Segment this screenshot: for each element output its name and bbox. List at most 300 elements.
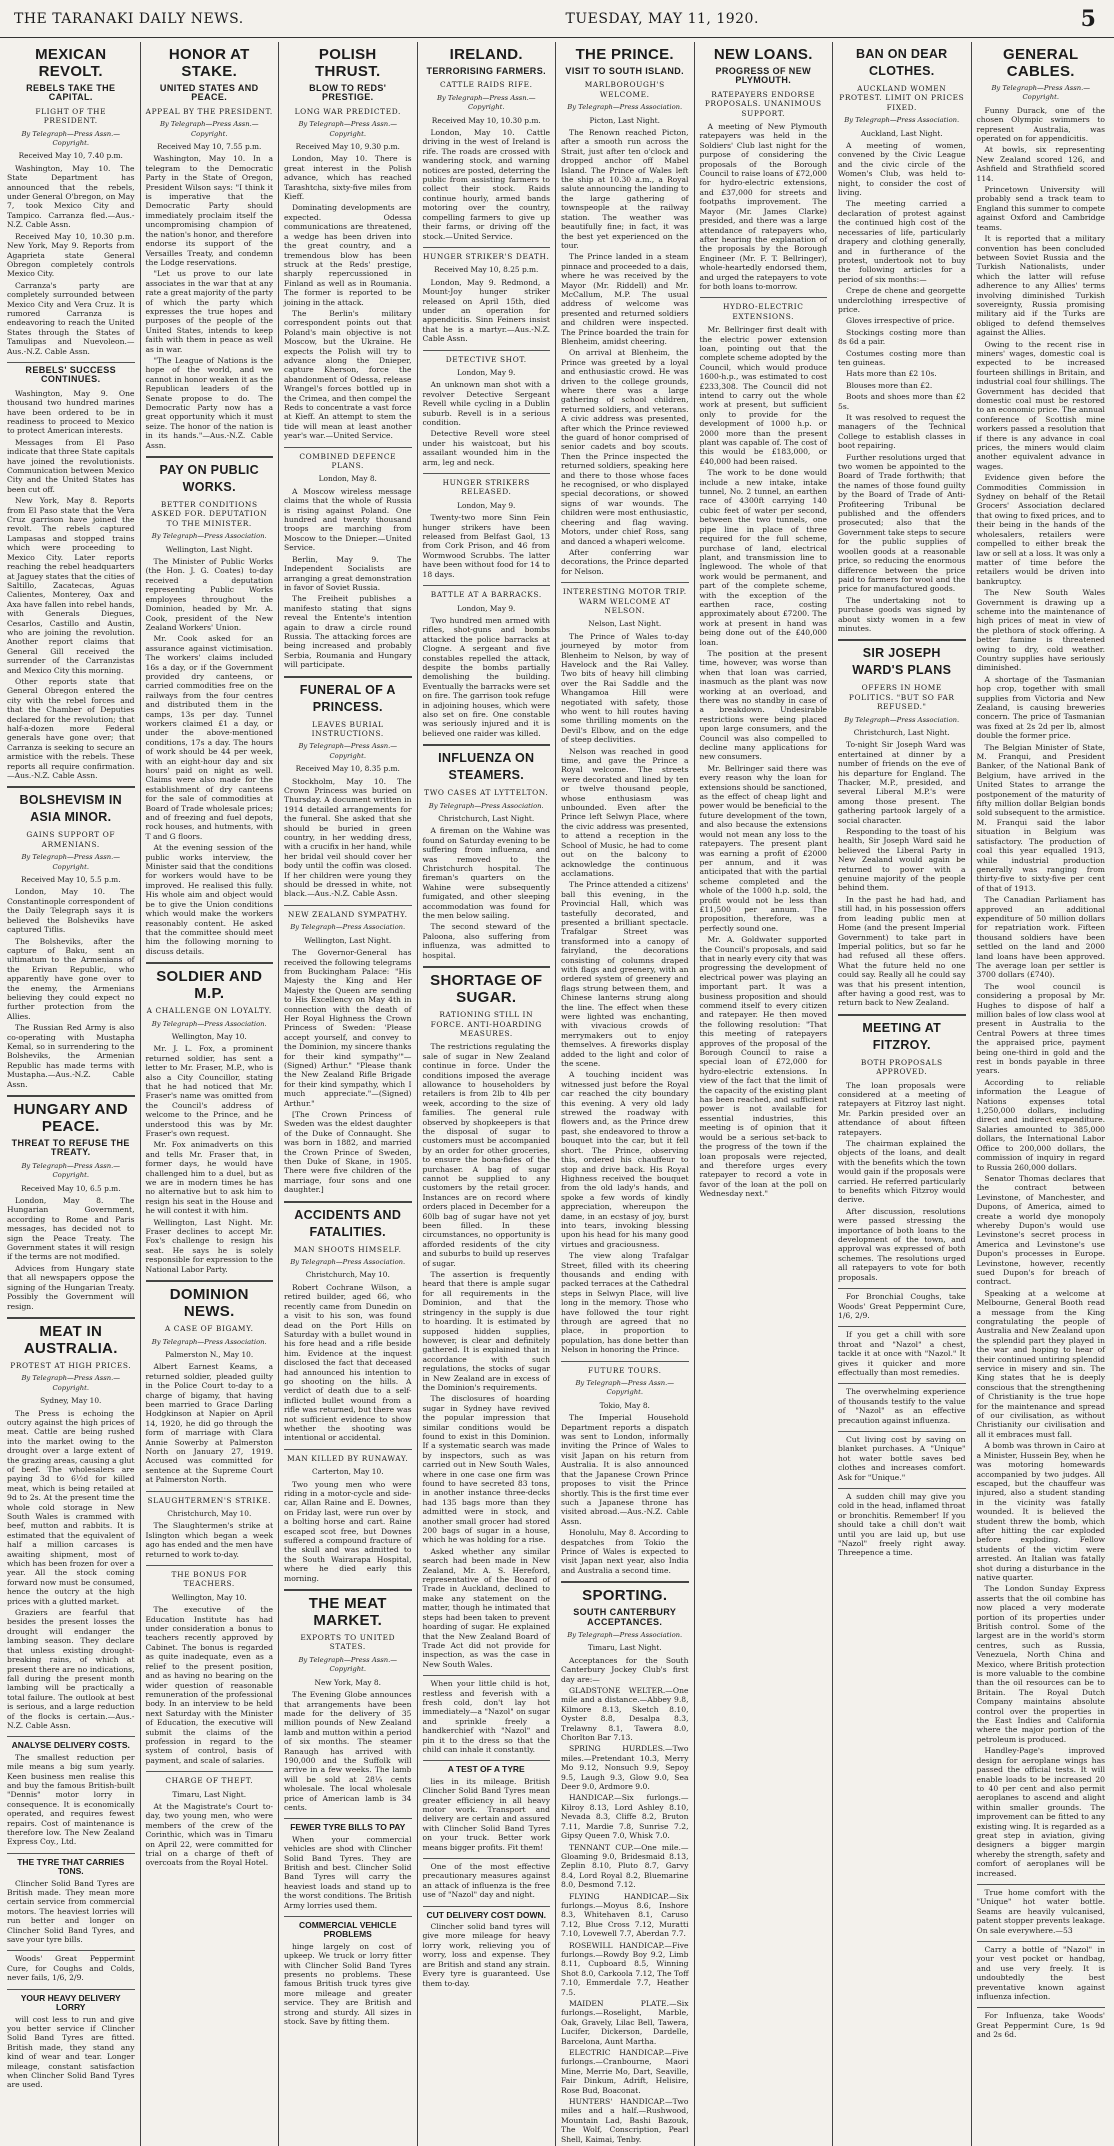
article [7,362,135,780]
article-body [146,557,274,956]
advertisement [284,1818,412,1910]
article-paragraph: The executive of the Education Institute has had under consideration a bonus to teachers recently approved by Cabinet. The bonus is regarded as quite inadequate, even as a relief to the present position, and as having no bearing on the wider question of reasonable remuneration of the professional body. In an interview to be held next Saturday with the Minister of Education, the executive will submit the claims of the profession in regard to the system of control, basis of payment, and scale of salaries. [145,1605,273,1765]
article-paragraph: Speaking at a welcome at Melbourne, General Booth read a message from the King congratulating the people of Australia and New Zealand upon the splendid part they played in the war and hoping to hear of their continued untiring splendid service in misery and sin. The King states that he is deeply conscious that the strengthening of Christianity is the true hope for the maintenance and spread of our civilisation, as without Christianity our civilisation and all it embraces must fall. [976,1288,1105,1439]
article-divider [838,639,966,641]
article-dateline: Received May 10, 8.35 p.m. [295,764,400,774]
advertisement [423,1760,551,1852]
article-dateline: Received May 10, 9.30 p.m. [295,142,400,152]
ad-divider [7,1853,135,1854]
ad-divider [838,1288,966,1289]
article-divider [146,1491,274,1492]
article-byline: By Telegraph—Press Association. [567,1630,683,1639]
article-headline: POLISH THRUST. [315,46,381,80]
article-paragraph: At the Magistrate's Court to-day, two young men, who were members of the crew of the Corinthic, which was in Timaru on April 22, were committed for trial on a charge of theft of overcoats from the Royal Hotel. [145,1801,273,1868]
article-paragraph: HANDICAP.—Six furlongs.—Kilroy 8.13, Lord Ashley 8.10, Nevada 8.3, Cliffe 8.2, Bruton 7.11, Mardie 7.8, Sunrise 7.2, Gipsy Queen 7.0, Whisk 7.0. [561,1793,689,1841]
article-paragraph: Advices from Hungary state that all newspapers oppose the signing of the Hungarian Treaty. Possibly the Government will resign. [7,1263,135,1311]
article [561,46,689,576]
article-dateline: London, May 9. [457,603,516,613]
article-body [7,887,135,1089]
article-byline: By Telegraph—Press Assn.—Copyright. [575,1379,675,1397]
ad-divider [977,1941,1106,1942]
article-paragraph: To-night Sir Joseph Ward was entertained at dinner by a number of friends on the eve of his departure for England. The Thacker, M.P., presided, and several Liberal M.P.'s were among those present. The gathering partook largely of a social character. [838,740,966,825]
article [284,46,412,441]
article [838,46,966,633]
ad-headline: ANALYSE DELIVERY COSTS. [11,1740,130,1751]
ad-text: If you get a chill with sore throat and "Nazol" a chest, tackle it at once with "Nazol." It gives it quicker and more effectually than most remedies. [838,1330,966,1377]
article-byline: By Telegraph—Press Association. [567,103,683,112]
article-divider [284,1589,412,1591]
article-paragraph: Stockings costing more than 8s 6d a pair. [838,327,966,347]
ad-body [7,1753,135,1847]
ad-body [977,1888,1106,1935]
article-deck: THE BONUS FOR TEACHERS. [171,1570,247,1589]
ad-text: The overwhelming experience of thousands testify to the value of "Nazol" as an effective precaution against influenza. [838,1387,966,1425]
article-headline: SPORTING. [582,1587,668,1605]
article-paragraph: At the evening session of the public works interview, the Minister said that the conditions for workers would have to be improved. He realised this fully. His whole aim and object would be to give the Union conditions which would make the workers reasonably content. He asked that the committee should meet him the following morning to discuss details. [145,843,273,956]
article-paragraph: New York, May 8. Reports from El Paso state that the Vera Cruz garrison have joined the revolt. The rebels captured Lampasas and stopped trains which were proceeding to Mexico City. Later reports reaching the rebel headquarters at Jaguey states that the cities of Saltillo, Zacatecas, Aguas Calientes, Monterey, Oax and Axa have fallen into rebel hands, with Generals Diegues, Cesarlos, Castillo and Austin, who are joining the revolution. Another report claims that General Gill received the surrender of the Carranzistas and Mexico City this morning. [7,496,135,675]
article-paragraph: Mr. Cook asked for an assurance against victimisation. The workers' claims included 16s a day, or if the Government provided dry canteens, or carried commodities free on the railways from the four centres and distributed them in the camps, 13s per day. Tunnel workers claimed £1 a day, or under the above-mentioned conditions, 17s a day. The hours of work should be 44 per week, with an eight-hour day and six hours' paid on night as well. Claims were also made for the establishment of dry canteens for the sale of commodities at Board of Trade wholesale prices; and of freezing and fuel depots, rock houses, and hutments, with T and G floors. [145,634,273,841]
article-paragraph: Detective Revell wore steel under his waistcoat, but his assailant wounded him in the arm, leg and neck. [422,429,550,467]
ad-body [423,1777,551,1852]
article [7,1095,135,1311]
article-body [284,154,412,440]
article-paragraph: The undertaking not to purchase goods was signed by about sixty women in a few minutes. [838,595,966,633]
article-byline: By Telegraph—Press Assn.—Copyright. [21,129,121,148]
ad-text: hinge largely on cost of upkeep. We truck or lorry fitter with Clincher Solid Band Tyres presents no problems. These famous British truck tyres give more mileage and greater service. They are British and strong and sturdy. All sizes in stock. Save by fitting them. [284,1941,412,2027]
article-paragraph: TENNANT CUP.—One mile.—Gloaming 9.0, Bridesmaid 8.13, Zeplin 8.10, Pluto 8.7, Garvy 8.4, Lord Royal 8.2, Bluemarine 8.0, Desmond 7.12. [561,1842,689,1890]
article-paragraph: Evidence given before the Commodities Commission in Sydney on behalf of the Retail Grocers' Association declared that owing to fixed prices, and to their being in the hands of the wholesalers, retailers were compelled to either break the law or sell at a loss. It was only a matter of time before the retailers would be driven into bankruptcy. [976,473,1105,586]
ad-divider [423,1760,551,1761]
ad-body [977,1945,1106,2001]
article-divider [561,1581,689,1583]
article-paragraph: Mr. Bellringer said there was every reason why the loan for extensions should be sanctioned, as the effect of cheap light and power would be beneficial to the future development of the town, and also because the extensions would not mean any loss to the ratepayers. The present plant was earning a profit of £2000 per annum, and it was anticipated that with the partial scheme completed and the whole of the 1000 h.p. sold, the profit would not be less than £11,500 per annum. The proposition, therefore, was a perfectly sound one. [699,763,827,933]
ad-divider [7,1736,135,1737]
article-paragraph: Honolulu, May 8. According to despatches from Tokio the Prince of Wales is expected to visit Japan next year, also India and Australia a second time. [561,1528,689,1575]
article-paragraph: Mr. Bellringer first dealt with the electric power extension loan, pointing out that the complete scheme adopted by the Council, which would produce 1600-h.p., was estimated to cost £233,308. The Council did not intend to carry out the whole work at present, but sufficient only to provide for the development of 1000 h.p. or 2000 more than the present plant was capable of. The cost of this would be £183,000, or £40,000 had been raised. [699,325,827,466]
ad-divider [7,1950,135,1951]
ad-text: Clincher Solid Band Tyres are British made. They mean more certain service from commercial motors. The heaviest lorries will run better and longer on Clincher Solid Band Tyres, and save your tyre bills. [7,1878,135,1945]
article-paragraph: Two young men who were riding in a motor-cycle and side-car, Allan Raine and E. Downes, on Friday last, were run over by a bolting horse and cart. Raine escaped scot free, but Downes suffered a compound fracture of the skull and was admitted to the South Wairarapa Hospital, where he died early this morning. [284,1479,412,1583]
article-paragraph: The London Sunday Express asserts that the oil combine has now placed a very moderate portion of its properties under British control. Some of the largest are in the world's storm centres, such as Russia, Venezuela, North China and Mexico, where British protection is more valuable to the combine than the oil resources can be to Britain. The Royal Dutch Company maintains absolute control over the properties in the East Indies and California where the major portion of the petroleum is produced. [976,1584,1105,1744]
ad-text: Clincher solid band tyres will give more mileage for heavy lorry work, relieving you of worry, loss and expense. They are British and stand any strain. Every tyre is guaranteed. Use them to-day. [422,1922,550,1988]
article [838,1014,966,1282]
article-paragraph: Gloves irrespective of price. [846,316,955,326]
article [146,962,274,1274]
article-paragraph: At bowls, six representing New Zealand scored 126, and Ashfield and Strathfield scored 114. [976,145,1105,183]
article-paragraph: Princetown University will probably send a track team to England this summer to compete against Oxford and Cambridge teams. [976,185,1105,232]
article-deck: HUNGER STRIKERS RELEASED. [442,478,530,497]
article-dateline: Wellington, Last Night. [304,935,392,945]
article-body [146,1362,274,1484]
article-byline: By Telegraph—Press Association. [428,801,544,810]
article-paragraph: The Bolsheviks, after the capture of Baku, sent an ultimatum to the Armenians of the Erivan Republic, who apparently have gone over to the enemy, the Armenians believing they could expect no further protection from the Allies. [7,936,135,1021]
ad-headline: YOUR HEAVY DELIVERY LORRY [20,1992,121,2013]
article-deck: A CASE OF BIGAMY. [164,1324,254,1334]
article-paragraph: The Renown reached Picton, after a smooth run across the Strait, just after ten o'clock and dropped anchor off Mabel Island. The Prince of Wales left the ship at 10.30 a.m., a Royal salute announcing the landing to the large gathering of townspeople at the railway station. The weather was beautifully fine; in fact, it was the best yet experienced on the tour. [561,128,689,250]
article-divider [284,447,412,448]
column-7 [833,42,972,2146]
article-deck: BOTH PROPOSALS APPROVED. [860,1057,943,1077]
article-dateline: Received May 10, 5.5 p.m. [20,875,121,885]
article-paragraph: London, May 10. There is great interest in the Polish advance, which has reached Tarashtcha, sixty-five miles from Kieff. [284,154,412,202]
article [423,473,551,579]
article-divider [423,247,551,248]
article [561,1581,689,2144]
article-body [284,777,412,899]
article-body [838,1081,966,1283]
article [977,46,1106,1878]
article-deck: TWO CASES AT LYTTELTON. [424,788,549,798]
article-divider [7,786,135,788]
article-headline: MEAT IN AUSTRALIA. [23,1322,118,1357]
article [561,582,689,1355]
article-divider [284,905,412,906]
article-paragraph: On arrival at Blenheim, the Prince was greeted by a loyal and enthusiastic crowd. He was driven to the college grounds, where there was a large gathering of school children, returned soldiers, and veterans. A civic address was presented, after which the Prince reviewed the guard of honor comprised of senior cadets and boy scouts. Then the Prince inspected the returned soldiers, speaking here and there to those whose faces he recognised, or who displayed special decorations, or showed signs of war wounds. The children were most enthusiastic, cheering and flag waving. Motors, under chief Ross, sang and danced a whaperi welcome. [561,348,689,546]
article-body [700,325,828,1198]
article-dateline: Auckland, Last Night. [860,128,943,138]
article-paragraph: ROSEWILL HANDICAP.—Five furlongs.—Rowdy Boy 9.2, Limb 8.11, Cupboard 8.5, Winning Shot 8.0, Carkoola 7.12, The Toff 7.10, Emmerdale 7.7, Heather 7.5. [561,1940,689,1997]
article-deck: FUTURE TOURS. [587,1365,662,1375]
article-headline: INFLUENZA ON STEAMERS. [438,751,535,783]
ad-divider [838,1326,966,1327]
ad-headline: CUT DELIVERY COST DOWN. [426,1909,546,1920]
article [423,350,551,467]
article-paragraph: An unknown man shot with a revolver Detective Sergeant Revell while cycling in a Dublin suburb. Revell is in a serious condition. [422,380,550,427]
article-deck: BETTER CONDITIONS ASKED FOR. DEPUTATION TO THE MINISTER. [151,500,268,528]
article-paragraph: Further resolutions urged that two women be appointed to the Board of Trade forthwith; that the names of those found guilty by the Board of Trade of Anti-Profiteering Tribunal be published and the offenders prosecuted; also that the Government take steps to secure for the public supplies of woollen goods at a reasonable price, so reducing the enormous difference between the price paid to farmers for wool and the price for manufactured goods. [838,452,966,594]
article-byline: By Telegraph—Press Assn.—Copyright. [159,120,259,138]
article-paragraph: The Prince attended a citizens' ball this evening, in the Provincial Hall, which was tastefully decorated, and presented a brilliant spectacle. Trafalgar Street was transformed into a canopy of fairyland, the decorations consisting of columns draped with flags and greenery, with an ordered system of greenery and flags strung between them, and Chinese lanterns strung along the line. The effect when these were lighted was enchanting, with vivacious crowds of merrymakers out to enjoy themselves. A fireworks display added to the light and color of the scene. [561,880,689,1069]
advertisement [838,1383,966,1425]
article-byline: By Telegraph—Press Association. [151,532,267,541]
article-body [146,1605,274,1765]
ad-body [838,1387,966,1425]
article-paragraph: Washington, May 10. The State Department has announced that the rebels, under General O'bregon, on May 7, took Mexico City and Tampico. Carranza fled.—Aus.-N.Z. Cable Assn. [7,163,135,230]
article-byline: By Telegraph—Press Assn.—Copyright. [21,1161,121,1180]
article [146,46,274,450]
article-paragraph: The chairman explained the objects of the loans, and dealt with the benefits which the town would gain if the proposals were carried. He referred particularly to benefits which Fitzroy would derive. [838,1139,966,1205]
article-divider [561,1361,689,1362]
ad-body [977,2011,1106,2039]
article-body [146,1044,274,1274]
ad-text: One of the most effective precautionary measures against an attack of influenza is the free use of "Nazol" day and night. [422,1862,550,1900]
article-dateline: Timaru, Last Night. [172,1789,247,1799]
masthead [0,0,1114,38]
article-dateline: Tokio, May 8. [599,1400,650,1410]
ad-text: When your little child is hot, restless and feverish with a fresh cold, don't lay hot immediately—a "Nazol" on sugar and sprinkle freely a handkerchief with "Nazol" and pin it to the dress so that the child can inhale it constantly. [422,1679,550,1754]
advertisement [7,1950,135,1982]
article [284,1589,412,1812]
article-divider [146,962,274,964]
article-divider [423,350,551,351]
article-body [700,122,828,291]
article-subheading: REBELS TAKE THE CAPITAL. [26,83,116,103]
article-divider [146,1771,274,1772]
column-8 [972,42,1111,2146]
article-dateline: Christchurch, Last Night. [853,727,950,737]
article-paragraph: Costumes costing more than ten guineas. [838,348,966,367]
article-body [284,1283,412,1443]
article-dateline: London, May 9. [457,367,516,377]
ad-body [7,1879,135,1945]
ad-divider [284,1916,412,1917]
article-deck: SLAUGHTERMEN'S STRIKE. [147,1495,272,1505]
article-paragraph: Wellington, Last Night. Mr. Fraser declines to accept Mr. Fox's challenge to resign his seat. He says he is solely responsible for expression to the National Labor Party. [145,1217,273,1274]
article-paragraph: Hats more than £2 10s. [846,369,937,379]
advertisement [838,1431,966,1482]
article-dateline: Picton, Last Night. [589,115,660,125]
article [7,1317,135,1730]
article-divider [284,1449,412,1450]
article-body [561,1656,689,2144]
article-byline: By Telegraph—Press Assn.—Copyright. [298,742,398,760]
article-deck: FLIGHT OF THE PRESIDENT. [35,106,107,126]
article-body [7,389,135,781]
article-dateline: Received May 10, 10.30 p.m. [431,115,541,125]
article-byline: By Telegraph—Press Association. [151,1337,267,1346]
article-paragraph: London, May 10. Cattle driving in the west of Ireland is rife. The roads are crossed with wandering stock, and warning notices are posted, deterring the public from assisting farmers to collect their stock. Raids continue hourly, armed bands motoring over the country, compelling farmers to give up their farms, or driving off the stock.—United Service. [422,128,550,241]
ad-text: Carry a bottle of "Nazol" in your vest pocket or handbag, and use very freely. It is undoubtedly the best preventative known against influenza infection. [976,1945,1105,2002]
article-paragraph: Two hundred men armed with rifles, shot-guns and bombs attacked the police barracks at Clogne. A sergeant and five constables repelled the attack, despite the bombs partially demolishing the building. Eventually the barracks were set on fire. The garrison took refuge in adjoining houses, which were also set on fire. One constable was seriously injured and it is believed one raider was killed. [422,615,550,738]
masthead-left-title: THE TARANAKI DAILY NEWS. [14,10,244,27]
article [146,1491,274,1559]
article-paragraph: The Russian Red Army is also co-operating with Mustapha Kemal, so in surrendering to the Bolsheviks, the Armenian Republic has made terms with Mustapha.—Aus.-N.Z. Cable Assn. [7,1023,135,1089]
ad-headline: A TEST OF A TYRE [447,1764,525,1775]
article-dateline: Wellington, May 10. [171,1592,247,1602]
article [284,1449,412,1583]
page-number: 5 [1080,5,1096,32]
ad-body [7,2015,135,2090]
article-paragraph: The Berlin's military correspondent points out that Poland's main objective is not Moscow, but the Ukraine. He expects the Polish will try to advance along the Dnieper, capture Kherson, force the abandonment of Odessa, release Wrangel's forces bottled up in the Crimea, and then compel the Reds to concentrate a vast force at Kieff. An attempt to stem the tide will mean at least another year's war.—United Service. [284,308,412,441]
article-paragraph: Stockholm, May 10. The Crown Princess was buried on Thursday. A document written in 1914 detailed arrangements for the funeral. She asked that she should be buried in green country, in her wedding dress, with a crucifix in her hand, while her bridal veil should cover her body until the coffin was closed. If her children were young they should be dressed in white, not black.—Aus.-N.Z. Cable Assn. [284,776,412,899]
advertisement [838,1488,966,1558]
article-divider [423,473,551,474]
article-headline: IRELAND. [449,46,523,63]
article-dateline: London, May 8. [318,474,377,484]
article [284,676,412,899]
article-body [7,1196,135,1311]
article-paragraph: Crepe de chene and georgette underclothing irrespective of price. [838,286,966,314]
advertisement [977,1884,1106,1935]
ad-text: Cut living cost by saving on blanket purchases. A "Unique" hot water bottle saves bed clothes and increases comfort. Ask for "Unique." [838,1434,966,1482]
article-deck: AUCKLAND WOMEN PROTEST. LIMIT ON PRICES FIXED. [839,84,965,112]
ad-body [423,1862,551,1900]
ad-body [284,1835,412,1910]
article-paragraph: London, May 8. The Hungarian Government, according to Rome and Paris messages, has decided not to sign the Peace Treaty. The Government states it will resign if the terms are not modified. [7,1196,135,1262]
article-byline: By Telegraph—Press Association. [290,1258,406,1267]
article-paragraph: A touching incident was witnessed just before the Royal car reached the city boundary this evening. A very old lady strewed the roadway with flowers and, as the Prince drew past, she endeavored to throw a bouquet into the car, but it fell short. The Prince, observing this, ordered his chauffeur to stop and drive back. His Royal Highness received the bouquet from the old lady's hands, and spoke a few words of kindly appreciation, whereupon the dame, in an ecstasy of joy, burst into tears, invoking blessing upon his head for his many good virtues and graciousness. [561,1070,689,1249]
article-divider [284,676,412,678]
ad-body [838,1492,966,1558]
article-paragraph: Responding to the toast of his health, Sir Joseph Ward said he believed the Liberal Party in New Zealand would again be returned to power with a genuine majority of the people behind them. [838,827,966,893]
article-paragraph: Twenty-two more Sinn Fein hunger strikers have been released from Belfast Gaol, 13 from Cork Prison, and 46 from Wormwood Scrubbs. The latter have been without food for 14 to 18 days. [422,513,550,579]
article-body [561,1413,689,1575]
ad-headline: COMMERCIAL VEHICLE PROBLEMS [298,1920,397,1940]
article-paragraph: Washington, May 9. One thousand two hundred marines have been ordered to be in readiness to proceed to Mexico to protect American interests. [7,388,135,436]
ad-body [284,1942,412,2027]
article-body [284,487,412,670]
article-paragraph: The Press is echoing the outcry against the high prices of meat. Cattle are being rushed into the market owing to the drought over a large extent of the grazing areas, causing a glut of beef. The wholesalers are paying 3d to 6½d for killed meat, which is being retailed at 9d to 2s. At the present time the whole cold storage in New South Wales is crammed with beef, mutton and rabbits. It is estimated that the equivalent of half a million carcases is awaiting shipment, most of which has been frozen for over a year. All the stock coming forward now must be consumed, hence the outcry at the high prices with a glutted market. [7,1408,135,1606]
article-paragraph: The Slaughtermen's strike at Islington which began a week ago has ended and the men have returned to work to-day. [145,1521,273,1559]
ad-text: When your commercial vehicles are shod with Clincher Solid Band Tyres. They are British and best. Clincher Solid Band Tyres will carry the heaviest loads and stand up to the worst conditions. The British Army lorries used them. [284,1834,412,1910]
ad-divider [838,1431,966,1432]
article-byline: By Telegraph—Press Association. [844,715,960,724]
advertisement [7,1989,135,2090]
article-subheading: PROGRESS OF NEW PLYMOUTH. [715,66,811,86]
article-paragraph: SPRING HURDLES.—Two miles.—Pretendant 10.3, Merry Mo 9.12, Nonsuch 9.9, Sepoy 9.5, Laugh 9.3, Glow 9.0, Sea Deer 9.0, Ardmore 9.0. [561,1744,689,1792]
article-paragraph: FLYING HANDICAP.—Six furlongs.—Moyus 8.6, Inshore 8.3, Whitehaven 8.1, Caruso 7.12, Blue Cross 7.12, Muratti 7.10, Lovewell 7.7, Aberdan 7.7. [561,1891,689,1939]
article-paragraph: Other reports state that General Obregon entered the city with the rebel forces and that the Chamber of Deputies declared for the revolution; that half-a-dozen more Federal generals have gone over; that Carranza is seeking to secure an armistice with the rebels. These reports all require confirmation.—Aus.-N.Z. Cable Assn. [7,676,135,781]
article-dateline: Christchurch, Last Night. [438,814,535,823]
article-headline: THE PRINCE. [575,46,674,63]
article-headline: BAN ON DEAR CLOTHES. [856,47,948,78]
article-paragraph: The meeting carried a declaration of protest against the continued high cost of the necessaries of life, particularly drapery and clothing generally, and in furtherance of the protest, undertook not to buy the following articles for a period of six months:— [838,199,966,284]
article-paragraph: Robert Cochrane Wilson, a retired builder, aged 66, who recently came from Dunedin on a visit to his son, was found dead on the Port Hills on Saturday with a bullet wound in his fore head and a rifle beside him. Evidence at the inquest disclosed the fact that deceased had announced his intention to go shooting on the hills. A verdict of death due to a self-inflicted bullet wound from a rifle was returned, but there was not sufficient evidence to show whether the shooting was intentional or accidental. [284,1282,412,1443]
article-paragraph: Dominating developments are expected. Odessa communications are threatened, a wedge has been driven into the great country, and a tremendous blow has been struck at the Reds' prestige, sharply repercussioned in Finland as well as in Roumania. The former is reported to be joining in the attack. [284,203,412,307]
ad-body [838,1330,966,1377]
article-deck: NEW ZEALAND SYMPATHY. [287,909,408,919]
article-headline: PAY ON PUBLIC WORKS. [159,463,260,495]
article-body [423,128,551,241]
article-paragraph: Owing to the recent rise in miners' wages, domestic coal is expected to be increased fourteen shillings in Britain, and industrial coal four shillings. The Government has decided that domestic coal must be restored to an economic price. The annual conference of Scottish mine workers passed a resolution that if there is any advance in coal prices, the miners would claim another equivalent advance in wages. [976,339,1105,471]
article-body [284,1690,412,1812]
article [423,744,551,960]
article-paragraph: The disclosures of hoarding sugar in Sydney have revived the popular impression that similar conditions would be found to exist in this Dominion. If a systematic search was made by inspectors, such as was carried out in New South Wales, where in one case one firm was found to have secreted 83 tons, in another instance three-decks had 135 bags more than they admitted were in stock, and another small grocer had stored 200 bags of sugar in a house, which he was holding for a rise. [422,1394,550,1545]
article-dateline: Carterton, May 10. [311,1467,384,1477]
article-byline: By Telegraph—Press Association. [151,1019,267,1028]
article-deck: OFFERS IN HOME POLITICS. "BUT SO FAR REFUSED." [848,683,955,712]
ad-divider [423,1675,551,1676]
article-paragraph: The assertion is frequently heard that there is ample sugar for all requirements in the Dominion, and that the stringency in the supply is due to hoarding. It is estimated by supposed hidden supplies, however, is clear and definitely gathered. It is explained that in accordance with such regulations, the stocks of sugar in New Zealand are in excess of the Dominion's requirements. [422,1270,550,1392]
article-dateline: Received May 10, 8.25 p.m. [434,265,539,275]
article [146,1771,274,1868]
advertisement [284,1916,412,2026]
ad-divider [423,1906,551,1907]
article-subheading: REBELS' SUCCESS CONTINUES. [25,364,117,385]
article-body [284,1480,412,1583]
ad-text: A sudden chill may give you cold in the head, inflamed throat or bronchitis. Remember! If you should take a chill don't wait until you are laid up, but use "Nazol" freely right away. Threepence a time. [838,1492,966,1558]
article-paragraph: A shortage of the Tasmanian hop crop, together with small supplies from Victoria and New Zealand, is causing breweries concern. The price of Tasmanian was fixed at 2s 2d per lb, almost double the former price. [976,674,1105,741]
article-divider [838,1014,966,1016]
column-5 [556,42,695,2146]
ad-text: will cost less to run and give you better service if Clincher Solid Band Tyres are fitted. British made, they stand any kind of wear and tear. Longer mileage, constant satisfaction when Clincher Solid Band Tyres are used. [7,2014,135,2090]
article-dateline: Nelson, Last Night. [588,619,662,629]
article-paragraph: Berlin, May 9. The Independent Socialists are arranging a great demonstration in favor of Soviet Russia. [284,554,412,592]
article-headline: HUNGARY AND PEACE. [13,1101,128,1135]
article-paragraph: The work to be done would include a new intake, intake tunnel, No. 2 tunnel, an earthen race of 4300ft carrying 140 cubic feet of water per second, between the two tunnels, one pipe line in place of three required for the full scheme, purchase of land, electrical plant, and transmission line to Inglewood. The whole of that work would be permanent, and part of the complete scheme, with the exception of the earthen race, costing approximately about £7200. The work at present in hand was being done out of the £40,000 loan. [699,468,827,647]
ad-text: True home comfort with the "Unique" hot water bottle. Seams are heavily vulcanised, patent stopper prevents leakage. On sale everywhere.—53 [976,1887,1105,1935]
article-divider [7,362,135,363]
ad-divider [284,1818,412,1819]
article-byline: By Telegraph—Press Assn.—Copyright. [436,93,536,112]
article-subheading: TERRORISING FARMERS. [426,66,546,76]
article-dateline: Wellington, May 10. [171,1031,247,1041]
ad-body [838,1292,966,1320]
article [423,247,551,344]
article-deck: EXPORTS TO UNITED STATES. [300,1633,396,1652]
article-paragraph: Handley-Page's improved design for aeroplane wings has passed the official tests. It will enable loads to be increased 20 to 40 per cent and also permit aeroplanes to ascend and alight within smaller grounds. The improvement can be fitted to any existing wing. It is regarded as a great step in aviation, giving designers a bigger margin whereby the strength, safety and comfort of aeroplanes will be increased. [976,1746,1105,1878]
article-paragraph: MAIDEN PLATE.—Six furlongs.—Roselight, Marble, Oak, Gravely, Lilac Bell, Tawera, Lucifer, Dickerson, Dardelle, Barcelona, Aunt Martha. [561,1999,689,2046]
article [146,1565,274,1765]
ad-divider [423,1858,551,1859]
article [700,46,828,291]
article-deck: HUNGER STRIKER'S DEATH. [422,251,550,261]
article [146,1280,274,1485]
article-dateline: Palmerston N., May 10. [165,1349,254,1359]
article-deck: DETECTIVE SHOT. [445,354,527,364]
article-divider [423,966,551,968]
article-deck: LEAVES BURIAL INSTRUCTIONS. [311,719,384,738]
article-headline: HONOR AT STAKE. [168,46,250,80]
article-headline: SHORTAGE OF SUGAR. [430,972,543,1007]
ad-text: The smallest reduction per mile means a big sum yearly. Keen business men realise this and buy the famous British-built "Dennis" motor lorry in consequence. It is economically operated, and requires fewest repairs. Cost of maintenance is therefore low. The New Zealand Express Coy., Ltd. [7,1752,135,1847]
article-deck: HYDRO-ELECTRIC EXTENSIONS. [723,302,804,321]
ad-text: For Bronchial Coughs, take Woods' Great Peppermint Cure, 1/6, 2/9. [838,1292,966,1320]
article-deck: LONG WAR PREDICTED. [294,106,401,116]
article-paragraph: Carranza's party are completely surrounded between Mexico City and Vera Cruz. It is rumored Carranza is endeavoring to reach the United States through the States of Tamulipas and Nuevoleon.—Aus.-N.Z. Cable Assn. [7,280,135,356]
ad-body [838,1435,966,1482]
article-deck: GAINS SUPPORT OF ARMENIANS. [26,830,116,849]
article [423,585,551,738]
ad-text: For Influenza, take Woods' Great Peppermint Cure, 1s 9d and 2s 6d. [976,2011,1105,2040]
article-paragraph: It is reported that a military convention has been concluded between Soviet Russia and the Turkish Nationalists, under which the latter will refuse adherence to any Allies' terms involving diminished Turkish sovereignty, Russia promising military aid if the Turks are obliged to defend themselves against the Allies. [976,234,1105,338]
article-divider [423,744,551,746]
article-paragraph: GLADSTONE WELTER.—One mile and a distance.—Abbey 9.8, Kilmore 8.13, Sketch 8.10, Oyster 8.8, Desalpa 8.3, Trelawny 8.1, Tawera 8.0, Chorlton Bar 7.13. [561,1686,689,1743]
article-divider [7,1317,135,1319]
article-divider [7,1095,135,1097]
masthead-date: TUESDAY, MAY 11, 1920. [565,10,759,27]
article-byline: By Telegraph—Press Assn.—Copyright. [298,120,398,138]
article-body [423,380,551,467]
ad-headline: THE TYRE THAT CARRIES TONS. [17,1856,125,1877]
article-body [423,278,551,344]
article-paragraph: The Freiheit publishes a manifesto stating that signs reveal the Entente's intention again to draw a circle round Russia. The attacking forces are being increased and probably Serbia, Roumania and Hungary will participate. [284,594,412,670]
article-headline: SIR JOSEPH WARD'S PLANS [852,646,952,678]
article-deck: MAN KILLED BY RUNAWAY. [287,1453,409,1463]
article-headline: NEW LOANS. [713,46,813,63]
article-deck: CATTLE RAIDS RIFE. [439,80,533,90]
advertisement [7,1736,135,1846]
article-paragraph: The loan proposals were considered at a meeting of ratepayers at Fitzroy last night. Mr. Parkin presided over an attendance of about fifteen ratepayers. [838,1080,966,1137]
article-paragraph: "Let us prove to our late associates in the war that at any rate a great majority of the party of which the party which expresses the true hopes and purposes of the people of the United States, intends to keep faith with them in peace as well as in war. [145,269,274,354]
ad-body [423,1679,551,1754]
article-body [561,632,689,1355]
article-paragraph: Blouses more than £2. [846,380,933,390]
advertisement [423,1906,551,1988]
article-deck: MAN SHOOTS HIMSELF. [293,1244,402,1254]
ad-body [7,1954,135,1982]
article-subheading: BLOW TO REDS' PRESTIGE. [309,83,387,103]
article-paragraph: Messages from El Paso indicate that three State capitals have joined the revolutionists. Communication between Mexico City and the United States has been cut off. [7,437,135,494]
article-body [838,141,966,633]
article-paragraph: According to reliable information the League of Nations expenses total 1,250,000 dollars, including direct and indirect expenditure. Salaries amounted to 385,000 dollars, the International Labor Office to 200,000 dollars, the commission of inquiry in regard to Russia 260,000 dollars. [976,1077,1105,1172]
article-body [7,1409,135,1731]
article-body [146,154,274,450]
article [423,46,551,241]
column-1 [2,42,141,2146]
advertisement [423,1858,551,1900]
article-paragraph: [The Crown Princess of Sweden was the eldest daughter of the Duke of Connaught. She was born in 1882, and married the Crown Prince of Sweden, then Duke of Skane, in 1905. There were five children of the marriage, four sons and one daughter.] [284,1110,412,1195]
ad-text: lies in its mileage. British Clincher Solid Band Tyres mean greater efficiency in all heavy motor work. Transport and delivery are certain and assured with Clincher Solid Band Tyres on your truck. Better work means bigger profits. Fit them! [422,1776,550,1852]
article-paragraph: The Canadian Parliament has approved an additional expenditure of 50 million dollars for repatriation work. Fifteen thousand soldiers have been settled on the land and 2000 land loans have been approved. The average loan per settler is 3700 dollars (£740). [976,895,1105,980]
article-headline: MEETING AT FITZROY. [862,1020,942,1052]
article-byline: By Telegraph—Press Assn.—Copyright. [21,853,121,871]
article [284,1201,412,1443]
article-paragraph: Mr. J. L. Fox, a prominent returned soldier, has sent a letter to Mr. Fraser, M.P., who is also a City Councillor, stating that he had noticed that Mr. Fraser's name was omitted from the Council's address of welcome to the Prince, and he understood this was by Mr. Fraser's own request. [145,1044,273,1138]
article-dateline: Received May 10, 7.40 p.m. [18,151,123,161]
article-deck: APPEAL BY THE PRESIDENT. [145,106,273,116]
article-paragraph: The Prince landed in a steam pinnace and proceeded to a dais, where he was received by the Mayor (Mr. Riddell) and Mr. McCallum, M.P. The usual address of welcome was presented and returned soldiers and children were inspected. The Prince boarded the train for Blenheim, amidst cheering. [561,252,689,346]
